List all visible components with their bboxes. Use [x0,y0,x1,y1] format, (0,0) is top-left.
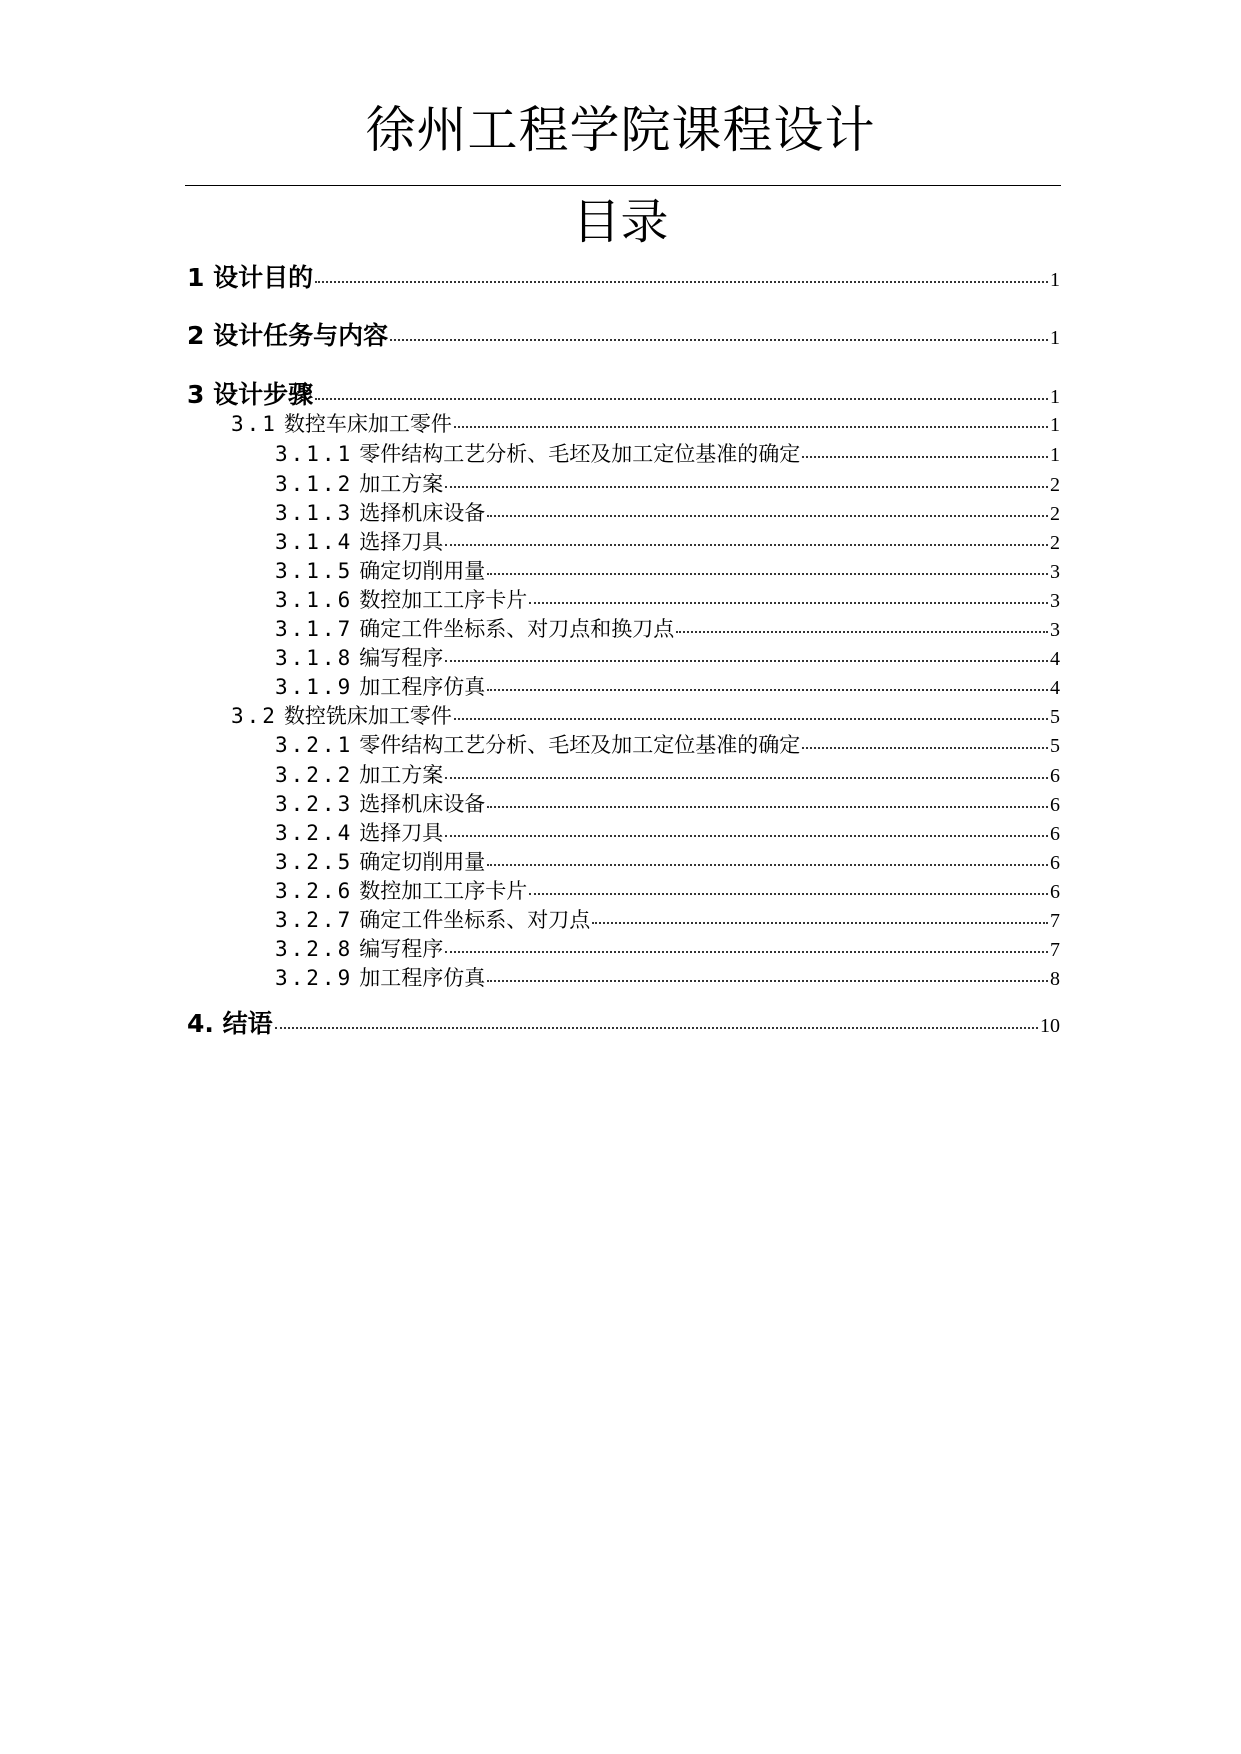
toc-entry[interactable] [187,962,1060,992]
toc-entry-page-number: 1 [1050,444,1060,466]
toc-entry-title: 确定切削用量 [359,850,486,874]
toc-entry-label [275,817,443,847]
toc-entry-title: 加工程序仿真 [359,966,486,990]
toc-entry-number: 3.1.2 [275,472,354,496]
toc-entry-page-number: 5 [1050,735,1060,757]
toc-dot-leader [487,864,1048,866]
toc-dot-leader [445,835,1048,837]
toc-entry[interactable] [187,408,1060,438]
toc-entry-page-number: 7 [1050,910,1060,932]
toc-entry-label [275,555,485,585]
toc-entry-number: 3.1.1 [275,442,354,466]
toc-entry-title: 零件结构工艺分析、毛坯及加工定位基准的确定 [359,442,801,466]
toc-entry-label [275,526,443,556]
toc-entry-page-number: 3 [1050,561,1060,583]
toc-entry[interactable] [187,671,1060,701]
toc-entry[interactable] [187,316,1060,352]
toc-entry-number: 3.2 [231,704,278,728]
toc-entry-number: 3.2.6 [275,879,354,903]
toc-entry-page-number: 6 [1050,881,1060,903]
toc-entry-title: 编写程序 [359,937,444,961]
toc-entry-number: 3.2.2 [275,763,354,787]
toc-entry-number: 3.1.6 [275,588,354,612]
toc-dot-leader [445,951,1048,953]
toc-entry-page-number: 4 [1050,648,1060,670]
toc-entry[interactable] [187,555,1060,585]
toc-entry-title: 选择机床设备 [359,792,486,816]
toc-entry-page-number: 1 [1050,414,1060,436]
toc-entry[interactable] [187,817,1060,847]
toc-entry-title: 1 设计目的 [187,263,314,292]
toc-entry-label [275,875,527,905]
toc-entry[interactable] [187,375,1060,411]
toc-entry-label [187,258,313,294]
toc-entry[interactable] [187,468,1060,498]
toc-entry[interactable] [187,788,1060,818]
toc-entry-label [275,642,443,672]
toc-entry-number: 3.1.7 [275,617,354,641]
toc-entry-title: 3 设计步骤 [187,380,314,409]
toc-dot-leader [487,573,1048,575]
toc-entry-label [275,759,443,789]
toc-entry-page-number: 2 [1050,532,1060,554]
toc-entry-title: 选择刀具 [359,530,444,554]
toc-dot-leader [454,426,1048,428]
toc-entry-label [275,468,443,498]
toc-entry-label [275,613,674,643]
toc-entry[interactable] [187,438,1060,468]
toc-entry-title: 加工程序仿真 [359,675,486,699]
toc-dot-leader [275,1027,1038,1029]
toc-dot-leader [315,398,1048,400]
toc-dot-leader [390,339,1048,341]
toc-entry-number: 3.2.5 [275,850,354,874]
toc-entry-title: 零件结构工艺分析、毛坯及加工定位基准的确定 [359,733,801,757]
toc-dot-leader [529,602,1048,604]
toc-entry-title: 选择刀具 [359,821,444,845]
document-header-title: 徐州工程学院课程设计 [365,101,876,159]
toc-entry-number: 3.1.5 [275,559,354,583]
toc-dot-leader [445,660,1048,662]
toc-entry-number: 3.1.4 [275,530,354,554]
toc-entry[interactable] [187,497,1060,527]
toc-entry-title: 编写程序 [359,646,444,670]
toc-entry[interactable] [187,1004,1060,1040]
toc-entry-label [187,1004,273,1040]
toc-entry-title: 确定工件坐标系、对刀点和换刀点 [359,617,675,641]
toc-entry-page-number: 3 [1050,590,1060,612]
toc-entry-label [275,962,485,992]
toc-entry-label [275,933,443,963]
toc-entry[interactable] [187,759,1060,789]
toc-entry-page-number: 2 [1050,474,1060,496]
toc-entry[interactable] [187,904,1060,934]
toc-entry-page-number: 6 [1050,852,1060,874]
toc-entry[interactable] [187,700,1060,730]
toc-entry-title: 数控加工工序卡片 [359,588,528,612]
toc-dot-leader [592,922,1048,924]
toc-entry[interactable] [187,875,1060,905]
toc-dot-leader [802,747,1048,749]
toc-entry-number: 3.1.8 [275,646,354,670]
toc-entry-title: 确定切削用量 [359,559,486,583]
toc-entry-page-number: 6 [1050,794,1060,816]
toc-dot-leader [802,456,1048,458]
toc-entry[interactable] [187,729,1060,759]
toc-entry-number: 3.1.3 [275,501,354,525]
toc-entry-title: 2 设计任务与内容 [187,321,389,350]
toc-entry[interactable] [187,613,1060,643]
toc-entry[interactable] [187,846,1060,876]
toc-dot-leader [445,544,1048,546]
toc-entry-label [275,671,485,701]
toc-entry-number: 3.2.3 [275,792,354,816]
header-rule [185,185,1061,186]
toc-entry-number: 3.2.4 [275,821,354,845]
toc-entry-page-number: 10 [1040,1015,1060,1037]
toc-entry-number: 3.2.9 [275,966,354,990]
toc-entry[interactable] [187,584,1060,614]
toc-entry-page-number: 6 [1050,765,1060,787]
toc-entry-label [275,584,527,614]
toc-entry-label [231,700,452,730]
toc-entry-page-number: 6 [1050,823,1060,845]
toc-dot-leader [454,718,1048,720]
toc-entry-title: 确定工件坐标系、对刀点 [359,908,591,932]
toc-entry-title: 数控车床加工零件 [283,412,452,436]
toc-entry-page-number: 3 [1050,619,1060,641]
toc-entry-page-number: 1 [1050,269,1060,291]
toc-entry-number: 3.2.8 [275,937,354,961]
toc-dot-leader [676,631,1048,633]
toc-entry-title: 数控铣床加工零件 [283,704,452,728]
toc-entry-title: 加工方案 [359,472,444,496]
toc-heading: 目录 [572,194,669,250]
toc-dot-leader [445,486,1048,488]
toc-entry-page-number: 2 [1050,503,1060,525]
toc-entry-title: 加工方案 [359,763,444,787]
toc-dot-leader [487,806,1048,808]
toc-entry-number: 3.2.1 [275,733,354,757]
toc-entry-number: 3.1 [231,412,278,436]
toc-entry-page-number: 8 [1050,968,1060,990]
toc-entry-label [275,788,485,818]
toc-entry[interactable] [187,933,1060,963]
toc-entry-page-number: 4 [1050,677,1060,699]
toc-entry-label [275,497,485,527]
toc-entry-label [187,375,313,411]
toc-dot-leader [487,515,1048,517]
toc-entry-page-number: 1 [1050,386,1060,408]
toc-dot-leader [445,777,1048,779]
toc-entry[interactable] [187,642,1060,672]
toc-entry-label [187,316,388,352]
toc-entry-number: 3.2.7 [275,908,354,932]
toc-entry-page-number: 1 [1050,327,1060,349]
toc-entry-label [275,904,590,934]
toc-entry-title: 4. 结语 [187,1009,273,1038]
toc-entry-page-number: 7 [1050,939,1060,961]
toc-entry-number: 3.1.9 [275,675,354,699]
toc-dot-leader [529,893,1048,895]
toc-entry-label [275,846,485,876]
toc-entry-page-number: 5 [1050,706,1060,728]
toc-entry-label [275,438,800,468]
toc-entry-title: 数控加工工序卡片 [359,879,528,903]
toc-entry-label [231,408,452,438]
toc-entry[interactable] [187,526,1060,556]
toc-dot-leader [487,980,1048,982]
toc-dot-leader [315,281,1048,283]
toc-entry[interactable] [187,258,1060,294]
toc-entry-label [275,729,800,759]
toc-dot-leader [487,689,1048,691]
toc-entry-title: 选择机床设备 [359,501,486,525]
